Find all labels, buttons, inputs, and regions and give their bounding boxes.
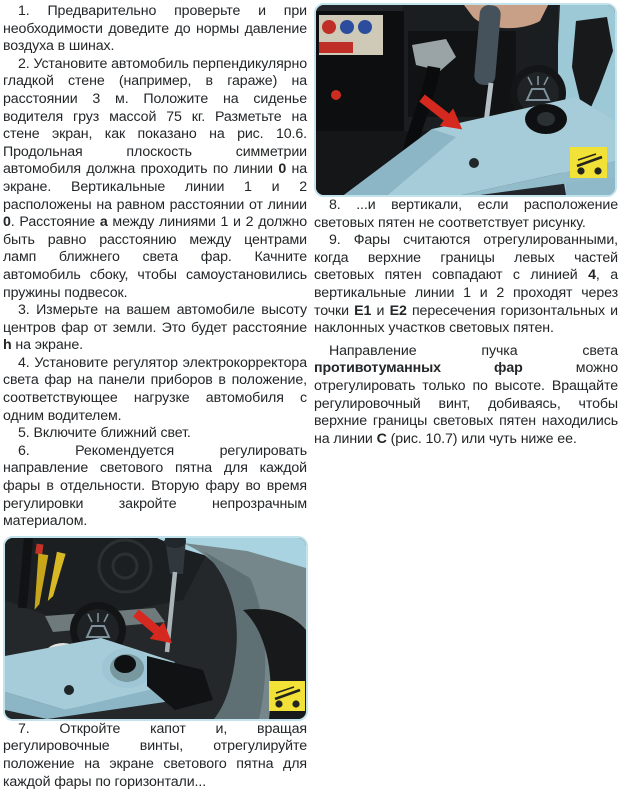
step-text: между линиями 1 и 2 должно быть равно расстоянию между центрами ламп ближнего света фар. Качните автомобиль сбоку, чтобы самоустановились пружины подвесок. xyxy=(3,214,307,301)
note-text: Направление пучка света xyxy=(329,342,618,359)
instruction-step-2 xyxy=(3,56,307,302)
step-text: . Расстояние xyxy=(10,214,100,231)
label-red-dot xyxy=(322,20,336,34)
instruction-step-3 xyxy=(3,302,307,355)
bold-line-c: С xyxy=(376,430,387,447)
step-text: , а вертикальные линии 1 и 2 проходят через точки xyxy=(314,267,618,319)
strut-hole xyxy=(469,158,479,168)
step-text: 1. Предварительно проверьте и при необходимости доведите до нормы давление воздуха в шинах. xyxy=(3,3,307,55)
bold-point-e1: Е1 xyxy=(354,302,372,319)
photo-engine-bay-fender-view xyxy=(3,536,308,721)
label-red-strip xyxy=(319,42,353,53)
step-text: 7. Откройте капот и, вращая регулировочные винты, отрегулируйте положение на экране светового пятна для каждой фары по горизонтали... xyxy=(3,720,307,790)
strut-pivot xyxy=(102,648,152,688)
step-text: на экране. xyxy=(11,337,83,354)
note-text: можно отрегулировать только по высоте. Вращайте регулировочный винт, добиваясь, чтобы верхние границы световых пятен находились на линии xyxy=(314,360,618,447)
photo-badge xyxy=(269,681,305,711)
instruction-step-7 xyxy=(3,721,307,791)
strut-hole xyxy=(64,685,74,695)
bold-distance-a: а xyxy=(99,214,108,231)
step-text: пересечения горизонтальных и наклонных участков световых пятен. xyxy=(314,302,618,337)
left-column xyxy=(3,3,307,791)
instruction-step-4 xyxy=(3,355,307,425)
wheel xyxy=(577,167,584,174)
figure-adjusting-screw-fender-view xyxy=(3,536,307,721)
wheel xyxy=(594,167,601,174)
bold-point-e2: Е2 xyxy=(389,302,407,319)
photo-engine-bay-battery-view xyxy=(314,3,617,197)
fog-lamp-note xyxy=(314,343,618,449)
instruction-step-8 xyxy=(314,197,618,232)
step-text: 4. Установите регулятор электрокорректора света фар на панели приборов в положение, соответствующее нагрузке автомобиля с одним водителем. xyxy=(3,354,307,424)
step-text: 9. Фары считаются отрегулированными, когда верхние границы левых частей световых пятен совпадают с линией xyxy=(314,232,618,284)
screwdriver-handle-top xyxy=(164,536,186,548)
rubber-mount-center xyxy=(537,112,555,126)
rubber-knob xyxy=(114,655,136,673)
wheel xyxy=(275,700,282,707)
step-text: 2. Установите автомобиль перпендикулярно гладкой стене (например, в гараже) на расстоянии 3 м. Положите на сиденье водителя груз массой 75 кг. Разметьте на стене экран, как показано на рис. 10.6. Продольная плоскость симметрии автомобиля должна проходить по линии xyxy=(3,55,307,178)
note-text: (рис. 10.7) или чуть ниже ее. xyxy=(386,430,577,447)
step-text: 3. Измерьте на вашем автомобиле высоту центров фар от земли. Это будет расстояние xyxy=(3,302,307,336)
instruction-step-5 xyxy=(3,425,307,443)
step-text: 6. Рекомендуется регулировать направление светового пятна для каждой фары в отдельности. Вторую фару во время регулировки закройте непрозрачным материалом. xyxy=(3,442,307,530)
step-text: и xyxy=(371,302,390,319)
bold-height-h: h xyxy=(3,337,12,354)
bold-line-4: 4 xyxy=(588,267,596,284)
bold-line-0: 0 xyxy=(278,161,287,178)
red-cap xyxy=(35,543,43,554)
step-text: 8. ...и вертикали, если расположение световых пятен не соответствует рисунку. xyxy=(314,197,618,231)
photo-badge xyxy=(570,147,607,178)
battery-red-indicator xyxy=(331,90,341,100)
wheel xyxy=(292,700,299,707)
instruction-step-1 xyxy=(3,3,307,56)
bold-fog-lamps: противотуманных фар xyxy=(314,360,523,377)
instruction-step-6 xyxy=(3,443,307,531)
step-text: на экране. Вертикальные линии 1 и 2 расположены на равном расстоянии от линии xyxy=(3,161,307,213)
figure-adjusting-screw-battery-view xyxy=(314,3,618,197)
instruction-step-9 xyxy=(314,232,618,338)
bold-line-0: 0 xyxy=(3,214,11,231)
right-column xyxy=(314,3,618,448)
label-blue-dot xyxy=(340,20,354,34)
label-blue-dot xyxy=(358,20,372,34)
step-text: 5. Включите ближний свет. xyxy=(18,425,191,442)
battery xyxy=(316,11,404,131)
